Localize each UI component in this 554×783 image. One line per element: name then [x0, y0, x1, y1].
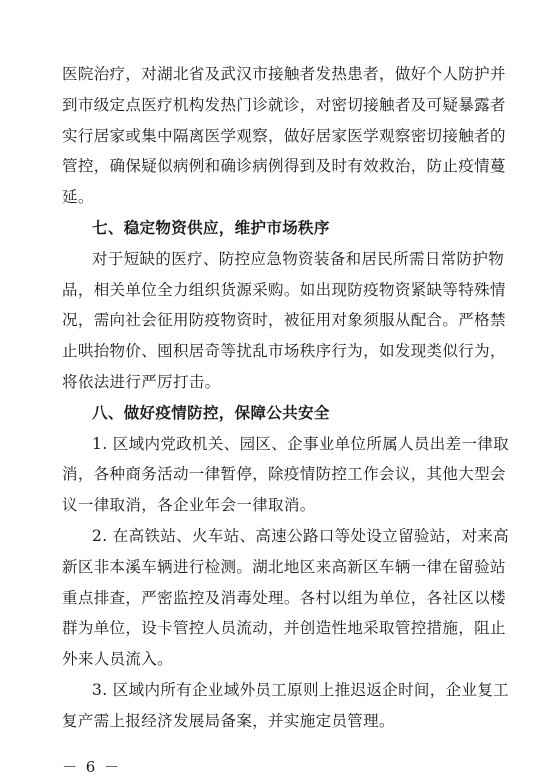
body-text-line: 况，需向社会征用防疫物资时，被征用对象须服从配合。严格禁: [62, 311, 506, 330]
section-heading: 七、稳定物资供应，维护市场秩序: [92, 218, 330, 237]
body-text-line: 1. 区域内党政机关、园区、企事业单位所属人员出差一律取: [92, 434, 510, 453]
body-text-line: 对于短缺的医疗、防控应急物资装备和居民所需日常防护物: [92, 249, 505, 268]
body-text-line: 管控，确保疑似病例和确诊病例得到及时有效救治，防止疫情蔓: [62, 157, 506, 176]
body-text-line: 重点排查，严密监控及消毒处理。各村以组为单位，各社区以楼: [62, 588, 506, 607]
body-text-line: 3. 区域内所有企业域外员工原则上推迟返企时间，企业复工: [92, 681, 510, 699]
section-heading: 八、做好疫情防控，保障公共安全: [92, 402, 330, 422]
body-text-line: 2. 在高铁站、火车站、高速公路口等处设立留验站，对来高: [92, 527, 510, 545]
body-text-line: 实行居家或集中隔离医学观察，做好居家医学观察密切接触者的: [62, 126, 506, 145]
body-text-line: 品，相关单位全力组织货源采购。如出现防疫物资紧缺等特殊情: [62, 280, 506, 299]
page-number: － 6 －: [62, 758, 122, 776]
body-text-line: 消，各种商务活动一律暂停，除疫情防控工作会议，其他大型会: [62, 465, 506, 484]
body-text-line: 到市级定点医疗机构发热门诊就诊，对密切接触者及可疑暴露者: [62, 95, 506, 114]
body-text-line: 群为单位，设卡管控人员流动，并创造性地采取管控措施，阻止: [62, 619, 506, 638]
body-text-line: 复产需上报经济发展局备案，并实施定员管理。: [62, 711, 395, 730]
body-text-line: 议一律取消，各企业年会一律取消。: [62, 496, 316, 515]
body-text-line: 止哄抬物价、囤积居奇等扰乱市场秩序行为，如发现类似行为，: [62, 342, 506, 361]
body-text-line: 将依法进行严厉打击。: [62, 373, 221, 391]
body-text-line: 延。: [62, 188, 94, 207]
body-text-line: 新区非本溪车辆进行检测。湖北地区来高新区车辆一律在留验站: [62, 557, 506, 576]
body-text-line: 医院治疗，对湖北省及武汉市接触者发热患者，做好个人防护并: [62, 65, 506, 83]
body-text-line: 外来人员流入。: [62, 650, 173, 669]
